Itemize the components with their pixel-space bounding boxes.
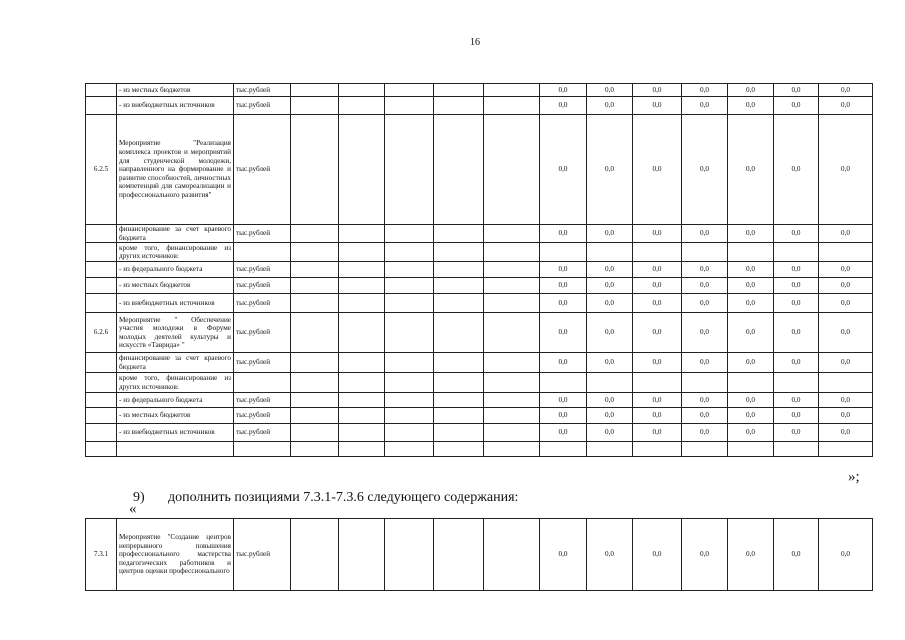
row-description: - из местных бюджетов — [117, 408, 234, 424]
value-cell: 0,0 — [819, 225, 873, 243]
value-cell: 0,0 — [774, 393, 819, 408]
row-unit: тыс.рублей — [234, 262, 291, 278]
empty-cell — [339, 84, 385, 97]
value-cell: 0,0 — [728, 519, 774, 591]
empty-cell — [291, 225, 339, 243]
budget-table-bottom — [85, 518, 873, 591]
row-code — [86, 243, 117, 262]
value-cell: 0,0 — [819, 97, 873, 115]
row-code — [86, 294, 117, 313]
row-description: - из внебюджетных источников — [117, 424, 234, 442]
table-row — [86, 408, 873, 424]
empty-cell — [434, 313, 484, 353]
value-cell: 0,0 — [682, 408, 728, 424]
empty-cell — [484, 424, 540, 442]
value-cell — [540, 373, 587, 393]
value-cell: 0,0 — [728, 353, 774, 373]
row-unit: тыс.рублей — [234, 84, 291, 97]
value-cell: 0,0 — [587, 519, 633, 591]
value-cell: 0,0 — [728, 262, 774, 278]
empty-cell — [434, 84, 484, 97]
row-code — [86, 424, 117, 442]
row-unit: тыс.рублей — [234, 294, 291, 313]
value-cell: 0,0 — [633, 97, 682, 115]
row-unit: тыс.рублей — [234, 393, 291, 408]
value-cell: 0,0 — [774, 278, 819, 294]
row-description: Мероприятие "Реализация комплекса проектов и мероприятий для студенческой молодежи, направленного на формирование и развитие способностей, личностных компетенций для самореализации и профессионального развития" — [117, 115, 234, 225]
row-description: кроме того, финансирование из других источников: — [117, 243, 234, 262]
table-row — [86, 393, 873, 408]
value-cell: 0,0 — [819, 115, 873, 225]
value-cell: 0,0 — [540, 353, 587, 373]
row-unit: тыс.рублей — [234, 97, 291, 115]
empty-cell — [484, 262, 540, 278]
empty-cell — [339, 442, 385, 457]
value-cell: 0,0 — [587, 408, 633, 424]
value-cell: 0,0 — [587, 84, 633, 97]
table-row — [86, 262, 873, 278]
empty-cell — [339, 225, 385, 243]
value-cell: 0,0 — [774, 262, 819, 278]
empty-cell — [385, 294, 434, 313]
empty-cell — [434, 115, 484, 225]
value-cell: 0,0 — [540, 519, 587, 591]
empty-cell — [291, 84, 339, 97]
table-row — [86, 519, 873, 591]
value-cell: 0,0 — [540, 84, 587, 97]
row-description: - из федерального бюджета — [117, 393, 234, 408]
value-cell: 0,0 — [633, 294, 682, 313]
amendment-item-9 — [133, 490, 518, 506]
row-code — [86, 393, 117, 408]
row-code — [86, 408, 117, 424]
empty-cell — [434, 278, 484, 294]
value-cell: 0,0 — [819, 424, 873, 442]
empty-cell — [434, 424, 484, 442]
value-cell — [633, 243, 682, 262]
row-unit — [234, 442, 291, 457]
empty-cell — [339, 278, 385, 294]
value-cell: 0,0 — [728, 84, 774, 97]
value-cell: 0,0 — [540, 393, 587, 408]
value-cell: 0,0 — [728, 97, 774, 115]
table-row — [86, 373, 873, 393]
empty-cell — [434, 225, 484, 243]
empty-cell — [434, 262, 484, 278]
value-cell: 0,0 — [633, 225, 682, 243]
value-cell: 0,0 — [682, 115, 728, 225]
value-cell: 0,0 — [682, 84, 728, 97]
value-cell: 0,0 — [682, 278, 728, 294]
value-cell: 0,0 — [633, 115, 682, 225]
empty-cell — [339, 97, 385, 115]
empty-cell — [291, 408, 339, 424]
empty-cell — [291, 424, 339, 442]
empty-cell — [484, 97, 540, 115]
value-cell: 0,0 — [540, 278, 587, 294]
empty-cell — [385, 225, 434, 243]
empty-cell — [385, 278, 434, 294]
row-description: Мероприятие " Обеспечение участия молодежи в Форуме молодых деятелей культуры и искусств «Таврида» " — [117, 313, 234, 353]
value-cell: 0,0 — [819, 278, 873, 294]
value-cell: 0,0 — [682, 313, 728, 353]
row-unit: тыс.рублей — [234, 424, 291, 442]
value-cell: 0,0 — [587, 115, 633, 225]
value-cell: 0,0 — [633, 519, 682, 591]
value-cell: 0,0 — [728, 393, 774, 408]
value-cell: 0,0 — [819, 408, 873, 424]
value-cell: 0,0 — [540, 115, 587, 225]
row-code — [86, 84, 117, 97]
value-cell: 0,0 — [540, 294, 587, 313]
empty-cell — [339, 424, 385, 442]
value-cell: 0,0 — [540, 262, 587, 278]
value-cell: 0,0 — [540, 313, 587, 353]
value-cell: 0,0 — [728, 424, 774, 442]
value-cell: 0,0 — [682, 393, 728, 408]
row-code — [86, 97, 117, 115]
value-cell: 0,0 — [819, 353, 873, 373]
empty-cell — [385, 243, 434, 262]
row-unit: тыс.рублей — [234, 278, 291, 294]
empty-cell — [385, 262, 434, 278]
value-cell: 0,0 — [587, 353, 633, 373]
value-cell: 0,0 — [819, 519, 873, 591]
empty-cell — [434, 243, 484, 262]
value-cell: 0,0 — [774, 294, 819, 313]
value-cell: 0,0 — [587, 424, 633, 442]
value-cell: 0,0 — [587, 294, 633, 313]
value-cell — [682, 373, 728, 393]
empty-cell — [434, 442, 484, 457]
value-cell: 0,0 — [633, 353, 682, 373]
value-cell — [819, 243, 873, 262]
value-cell: 0,0 — [819, 262, 873, 278]
value-cell — [728, 373, 774, 393]
empty-cell — [484, 278, 540, 294]
empty-cell — [291, 519, 339, 591]
value-cell: 0,0 — [728, 278, 774, 294]
row-description: - из федерального бюджета — [117, 262, 234, 278]
row-code — [86, 225, 117, 243]
row-description: - из местных бюджетов — [117, 84, 234, 97]
empty-cell — [291, 373, 339, 393]
table-row — [86, 353, 873, 373]
value-cell: 0,0 — [633, 262, 682, 278]
empty-cell — [339, 393, 385, 408]
value-cell: 0,0 — [587, 225, 633, 243]
value-cell: 0,0 — [774, 115, 819, 225]
row-description — [117, 442, 234, 457]
opening-quote: « — [129, 501, 137, 517]
empty-cell — [339, 294, 385, 313]
empty-cell — [339, 353, 385, 373]
empty-cell — [434, 408, 484, 424]
value-cell: 0,0 — [587, 278, 633, 294]
empty-cell — [385, 519, 434, 591]
empty-cell — [385, 353, 434, 373]
value-cell: 0,0 — [774, 353, 819, 373]
empty-cell — [339, 373, 385, 393]
value-cell: 0,0 — [587, 313, 633, 353]
empty-cell — [385, 373, 434, 393]
empty-cell — [385, 97, 434, 115]
value-cell: 0,0 — [774, 519, 819, 591]
empty-cell — [291, 313, 339, 353]
row-description: - из внебюджетных источников — [117, 97, 234, 115]
empty-cell — [434, 97, 484, 115]
value-cell: 0,0 — [819, 294, 873, 313]
empty-cell — [434, 393, 484, 408]
value-cell — [682, 442, 728, 457]
row-code — [86, 373, 117, 393]
empty-cell — [484, 225, 540, 243]
value-cell — [633, 442, 682, 457]
value-cell: 0,0 — [587, 262, 633, 278]
empty-cell — [291, 393, 339, 408]
value-cell: 0,0 — [728, 294, 774, 313]
table-row — [86, 313, 873, 353]
empty-cell — [339, 313, 385, 353]
row-code — [86, 353, 117, 373]
row-description: финансирование за счет краевого бюджета — [117, 353, 234, 373]
empty-cell — [339, 262, 385, 278]
empty-cell — [484, 353, 540, 373]
row-code — [86, 262, 117, 278]
closing-quote: »; — [848, 469, 860, 485]
empty-cell — [385, 408, 434, 424]
table-row — [86, 97, 873, 115]
empty-cell — [291, 115, 339, 225]
value-cell: 0,0 — [728, 225, 774, 243]
row-code: 7.3.1 — [86, 519, 117, 591]
value-cell — [774, 243, 819, 262]
table-row — [86, 278, 873, 294]
row-code — [86, 278, 117, 294]
row-unit — [234, 373, 291, 393]
value-cell: 0,0 — [682, 262, 728, 278]
value-cell: 0,0 — [540, 408, 587, 424]
item-number: 9) — [133, 490, 145, 505]
empty-cell — [385, 84, 434, 97]
table-row — [86, 115, 873, 225]
value-cell — [540, 243, 587, 262]
value-cell: 0,0 — [682, 294, 728, 313]
value-cell: 0,0 — [540, 225, 587, 243]
row-unit: тыс.рублей — [234, 408, 291, 424]
empty-cell — [339, 519, 385, 591]
empty-cell — [434, 294, 484, 313]
value-cell: 0,0 — [819, 393, 873, 408]
budget-table-top — [85, 83, 873, 457]
value-cell: 0,0 — [587, 393, 633, 408]
value-cell — [540, 442, 587, 457]
value-cell: 0,0 — [633, 408, 682, 424]
value-cell: 0,0 — [728, 313, 774, 353]
empty-cell — [385, 115, 434, 225]
row-unit: тыс.рублей — [234, 115, 291, 225]
empty-cell — [484, 373, 540, 393]
empty-cell — [484, 408, 540, 424]
value-cell: 0,0 — [682, 353, 728, 373]
value-cell — [819, 442, 873, 457]
row-description: финансирование за счет краевого бюджета — [117, 225, 234, 243]
value-cell: 0,0 — [682, 225, 728, 243]
empty-cell — [339, 243, 385, 262]
value-cell — [682, 243, 728, 262]
value-cell: 0,0 — [774, 225, 819, 243]
value-cell — [587, 243, 633, 262]
value-cell: 0,0 — [633, 424, 682, 442]
value-cell: 0,0 — [540, 97, 587, 115]
empty-cell — [291, 442, 339, 457]
value-cell: 0,0 — [587, 97, 633, 115]
empty-cell — [434, 373, 484, 393]
row-description: Мероприятие "Создание центров непрерывного повышения профессионального мастерства педагогических работников и центров оценки профессионального — [117, 519, 234, 591]
empty-cell — [484, 294, 540, 313]
table-row — [86, 294, 873, 313]
row-unit: тыс.рублей — [234, 225, 291, 243]
empty-cell — [484, 313, 540, 353]
row-description: - из внебюджетных источников — [117, 294, 234, 313]
empty-cell — [385, 424, 434, 442]
value-cell — [633, 373, 682, 393]
value-cell: 0,0 — [540, 424, 587, 442]
value-cell: 0,0 — [633, 393, 682, 408]
page-number: 16 — [470, 37, 480, 48]
row-description: - из местных бюджетов — [117, 278, 234, 294]
table-row — [86, 243, 873, 262]
empty-cell — [291, 294, 339, 313]
value-cell — [774, 373, 819, 393]
value-cell — [774, 442, 819, 457]
empty-cell — [434, 353, 484, 373]
value-cell — [728, 442, 774, 457]
empty-cell — [484, 519, 540, 591]
empty-cell — [484, 243, 540, 262]
empty-cell — [291, 278, 339, 294]
row-code — [86, 442, 117, 457]
value-cell: 0,0 — [819, 313, 873, 353]
row-unit: тыс.рублей — [234, 519, 291, 591]
value-cell — [728, 243, 774, 262]
row-unit: тыс.рублей — [234, 353, 291, 373]
empty-cell — [385, 442, 434, 457]
empty-cell — [484, 84, 540, 97]
value-cell: 0,0 — [774, 84, 819, 97]
value-cell: 0,0 — [682, 424, 728, 442]
empty-cell — [484, 442, 540, 457]
empty-cell — [484, 115, 540, 225]
empty-cell — [291, 97, 339, 115]
row-description: кроме того, финансирование из других источников: — [117, 373, 234, 393]
empty-cell — [385, 313, 434, 353]
empty-cell — [291, 262, 339, 278]
value-cell: 0,0 — [728, 408, 774, 424]
empty-cell — [385, 393, 434, 408]
empty-cell — [434, 519, 484, 591]
value-cell: 0,0 — [633, 84, 682, 97]
row-code: 6.2.5 — [86, 115, 117, 225]
empty-cell — [339, 408, 385, 424]
value-cell: 0,0 — [774, 408, 819, 424]
table-row — [86, 424, 873, 442]
value-cell — [819, 373, 873, 393]
value-cell — [587, 442, 633, 457]
row-code: 6.2.6 — [86, 313, 117, 353]
value-cell: 0,0 — [819, 84, 873, 97]
empty-cell — [339, 115, 385, 225]
empty-cell — [291, 353, 339, 373]
value-cell: 0,0 — [774, 424, 819, 442]
value-cell: 0,0 — [682, 97, 728, 115]
value-cell: 0,0 — [774, 313, 819, 353]
row-unit — [234, 243, 291, 262]
empty-cell — [484, 393, 540, 408]
value-cell: 0,0 — [728, 115, 774, 225]
table-row — [86, 442, 873, 457]
empty-cell — [291, 243, 339, 262]
value-cell: 0,0 — [633, 313, 682, 353]
value-cell: 0,0 — [774, 97, 819, 115]
value-cell: 0,0 — [682, 519, 728, 591]
value-cell — [587, 373, 633, 393]
table-row — [86, 225, 873, 243]
table-row — [86, 84, 873, 97]
item-text: дополнить позициями 7.3.1-7.3.6 следующего содержания: — [168, 490, 519, 505]
value-cell: 0,0 — [633, 278, 682, 294]
row-unit: тыс.рублей — [234, 313, 291, 353]
